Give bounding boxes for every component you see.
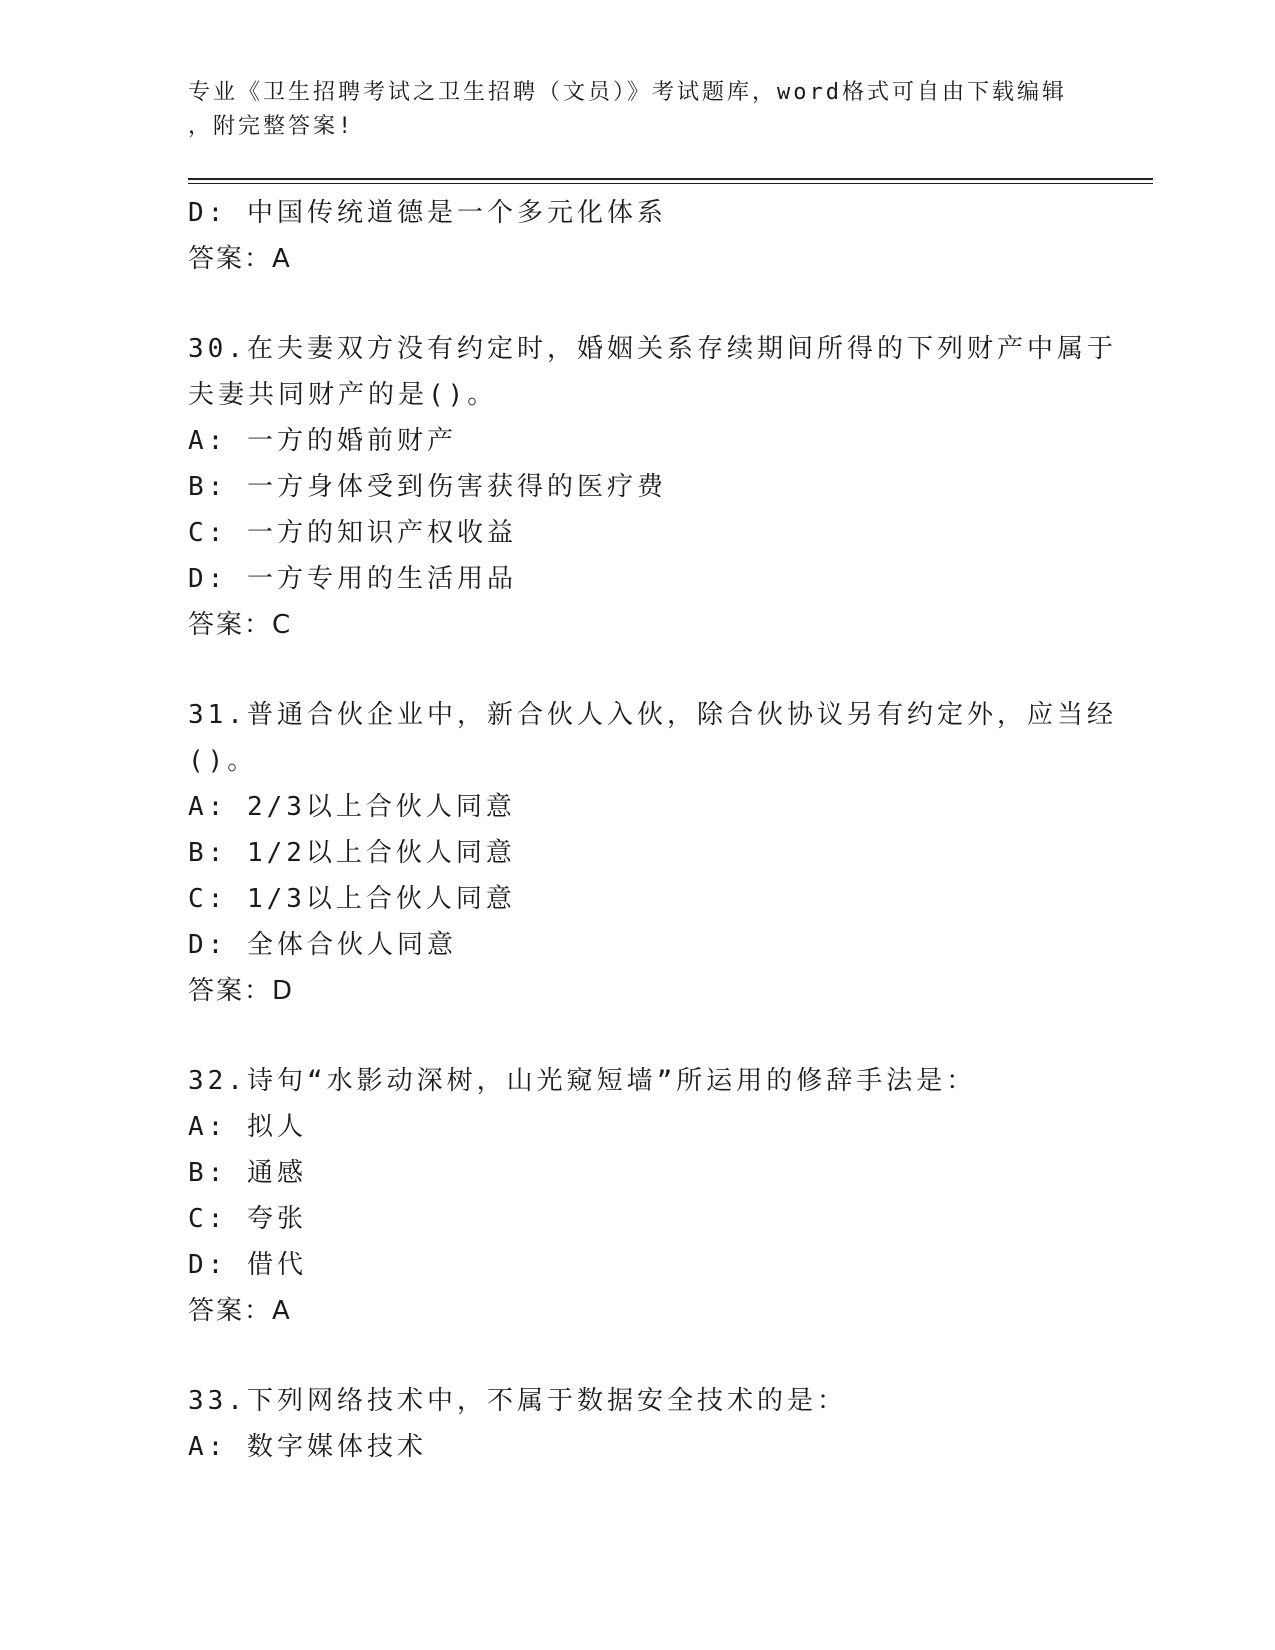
- previous-question-tail: [188, 190, 1148, 282]
- question-stem: 33.下列网络技术中，不属于数据安全技术的是：: [188, 1386, 847, 1416]
- question-30: [188, 326, 1148, 648]
- option-d: D: 全体合伙人同意: [188, 930, 457, 960]
- answer-line: 答案：D: [188, 976, 295, 1006]
- question-stem: 31.普通合伙企业中，新合伙人入伙，除合伙协议另有约定外，应当经: [188, 700, 1117, 730]
- question-stem: 32.诗句“水影动深树，山光窥短墙”所运用的修辞手法是：: [188, 1066, 977, 1096]
- question-stem: ()。: [188, 746, 258, 776]
- option-d: D: 借代: [188, 1250, 307, 1280]
- question-stem: 夫妻共同财产的是()。: [188, 380, 498, 410]
- option-c: C: 一方的知识产权收益: [188, 518, 517, 548]
- option-b: B: 通感: [188, 1158, 307, 1188]
- answer-line: 答案：C: [188, 610, 293, 640]
- question-stem: 30.在夫妻双方没有约定时，婚姻关系存续期间所得的下列财产中属于: [188, 334, 1117, 364]
- question-31: [188, 692, 1148, 1014]
- option-d: D: 中国传统道德是一个多元化体系: [188, 198, 667, 228]
- option-a: A: 2/3以上合伙人同意: [188, 792, 516, 822]
- question-list: [188, 190, 1148, 1470]
- question-33: [188, 1378, 1148, 1470]
- option-a: A: 拟人: [188, 1112, 307, 1142]
- option-a: A: 数字媒体技术: [188, 1432, 427, 1462]
- header-line-2: ，附完整答案!: [188, 114, 355, 139]
- header-rule-thin: [188, 183, 1153, 184]
- header-line-1: 专业《卫生招聘考试之卫生招聘（文员）》考试题库，word格式可自由下载编辑: [188, 80, 1067, 105]
- option-a: A: 一方的婚前财产: [188, 426, 457, 456]
- option-b: B: 一方身体受到伤害获得的医疗费: [188, 472, 667, 502]
- option-c: C: 1/3以上合伙人同意: [188, 884, 516, 914]
- question-32: [188, 1058, 1148, 1334]
- document-header: [188, 76, 1088, 144]
- option-c: C: 夸张: [188, 1204, 307, 1234]
- answer-line: 答案：A: [188, 244, 292, 274]
- option-b: B: 1/2以上合伙人同意: [188, 838, 516, 868]
- answer-line: 答案：A: [188, 1296, 292, 1326]
- header-rule-thick: [188, 178, 1153, 180]
- option-d: D: 一方专用的生活用品: [188, 564, 517, 594]
